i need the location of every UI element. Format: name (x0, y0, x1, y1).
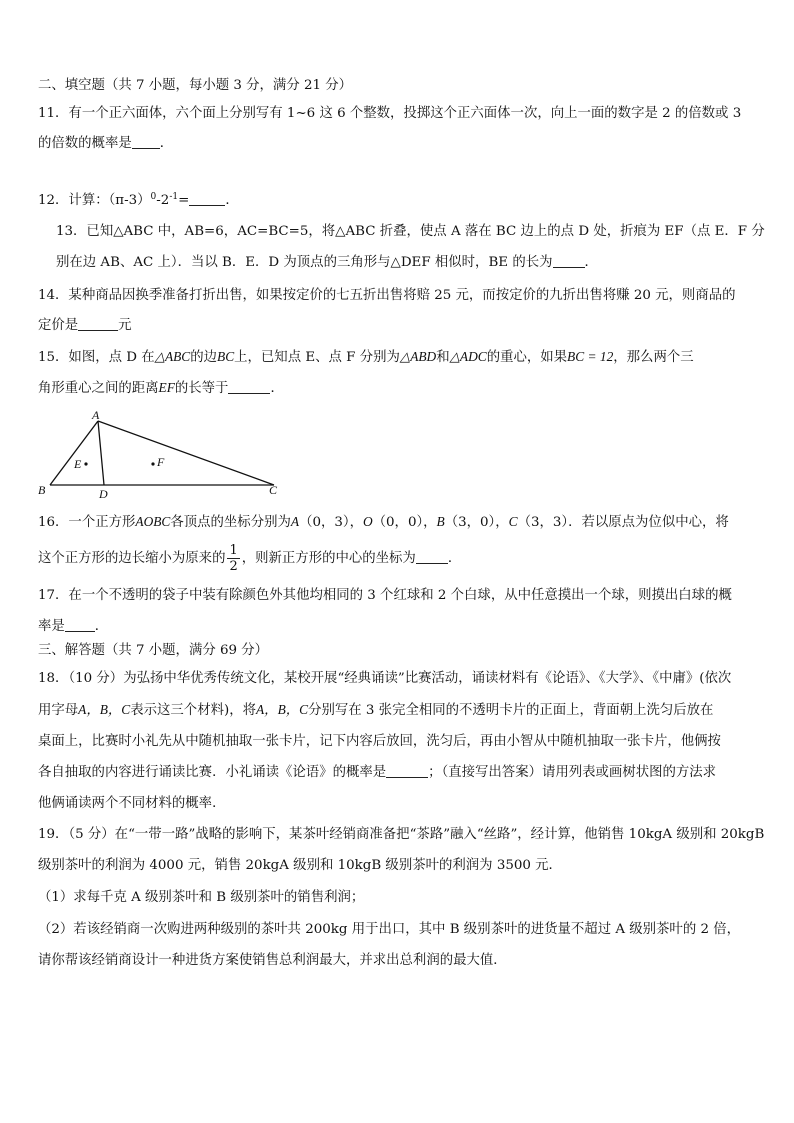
answer-blank (65, 617, 95, 632)
answer-blank (228, 379, 270, 394)
q11-line1: 11．有一个正六面体，六个面上分别写有 1~6 这 6 个整数，投掷这个正六面体一次，向上一面的数字是 2 的倍数或 3 (38, 106, 742, 121)
q19-line2: 级别茶叶的利润为 4000 元，销售 20kgA 级别和 10kgB 级别茶叶的利润为 3500 元． (38, 858, 562, 873)
q14-line1: 14．某种商品因换季准备打折出售，如果按定价的七五折出售将赔 25 元，而按定价的九折出售将赚 20 元，则商品的 (38, 288, 736, 303)
answer-blank (553, 253, 585, 268)
q16-line1: 16．一个正方形AOBC各顶点的坐标分别为A（0，3），O（0，0），B（3，0），C（3，3）．若以原点为位似中心，将 (38, 514, 729, 530)
q18-line3: 桌面上，比赛时小礼先从中随机抽取一张卡片，记下内容后放回，洗匀后，再由小智从中随机抽取一张卡片，他俩按 (38, 734, 721, 749)
label-f: F (157, 455, 165, 469)
q17-line1: 17．在一个不透明的袋子中装有除颜色外其他均相同的 3 个红球和 2 个白球，从中任意摸出一个球，则摸出白球的概 (38, 588, 732, 603)
label-b: B (38, 483, 46, 497)
triangle-figure (36, 408, 288, 500)
q15-line2: 角形重心之间的距离EF的长等于 ． (38, 380, 284, 396)
label-e: E (74, 457, 82, 471)
answer-blank (132, 134, 160, 149)
question-12: 12．计算：$(\pi-3)^0-2^{-1}=$ ． (38, 192, 239, 208)
q18-line5: 他俩诵读两个不同材料的概率． (38, 796, 226, 811)
point-f (151, 462, 154, 465)
segment-ad (98, 421, 104, 485)
q17-line2: 率是 ． (38, 619, 109, 634)
q19-line1: 19．（5 分）在“一带一路”战略的影响下，某茶叶经销商准备把“茶路”融入“丝路”，经计算，他销售 10kgA 级别和 20kgB (38, 827, 765, 842)
label-a: A (92, 408, 100, 422)
q19-sub2-line2: 请你帮该经销商设计一种进货方案使销售总利润最大，并求出总利润的最大值． (38, 953, 507, 968)
fraction-one-half: $\frac{1}{2}$ (229, 543, 238, 574)
q13-line2: 别在边 AB、AC 上）．当以 B．E．D 为顶点的三角形与△DEF 相似时，BE 的长为 ． (56, 255, 598, 270)
q16-line2: 这个正方形的边长缩小为原来的 $\frac{1}{2}$ ，则新正方形的中心的坐标为 ． (38, 543, 462, 574)
q19-sub1: （1）求每千克 A 级别茶叶和 B 级别茶叶的销售利润； (38, 890, 365, 905)
q13-line1: 13．已知△ABC 中，AB=6，AC=BC=5，将△ABC 折叠，使点 A 落在 BC 边上的点 D 处，折痕为 EF（点 E．F 分 (56, 224, 765, 239)
section-header-fill-blank: 二、填空题（共 7 小题，每小题 3 分，满分 21 分） (38, 78, 353, 93)
point-e (84, 462, 87, 465)
answer-blank (189, 191, 225, 206)
q18-line1: 18．（10 分）为弘扬中华优秀传统文化，某校开展“经典诵读”比赛活动，诵读材料有《论语》、《大学》、《中庸》(依次 (38, 671, 732, 686)
label-c: C (269, 483, 278, 497)
q11-line2: 的倍数的概率是 ． (38, 136, 174, 151)
side-ac (98, 421, 274, 485)
q19-sub2-line1: （2）若该经销商一次购进两种级别的茶叶共 200kg 用于出口，其中 B 级别茶叶的进货量不超过 A 级别茶叶的 2 倍， (38, 922, 741, 937)
answer-blank (416, 549, 448, 564)
answer-blank (386, 763, 428, 778)
q15-line1: 15．如图，点 D 在△ABC的边BC上，已知点 E、点 F 分别为△ABD和△ADC的重心，如果BC = 12，那么两个三 (38, 349, 694, 365)
q18-line4: 各自抽取的内容进行诵读比赛．小礼诵读《论语》的概率是 ；（直接写出答案）请用列表或画树状图的方法求 (38, 765, 717, 780)
q14-line2: 定价是 元 (38, 318, 132, 333)
label-d: D (99, 487, 108, 500)
section-header-solve: 三、解答题（共 7 小题，满分 69 分） (38, 643, 269, 658)
side-ab (50, 421, 98, 485)
answer-blank (78, 316, 118, 331)
q18-line2: 用字母A，B，C表示这三个材料)，将A，B，C分别写在 3 张完全相同的不透明卡片的正面上，背面朝上洗匀后放在 (38, 702, 714, 718)
